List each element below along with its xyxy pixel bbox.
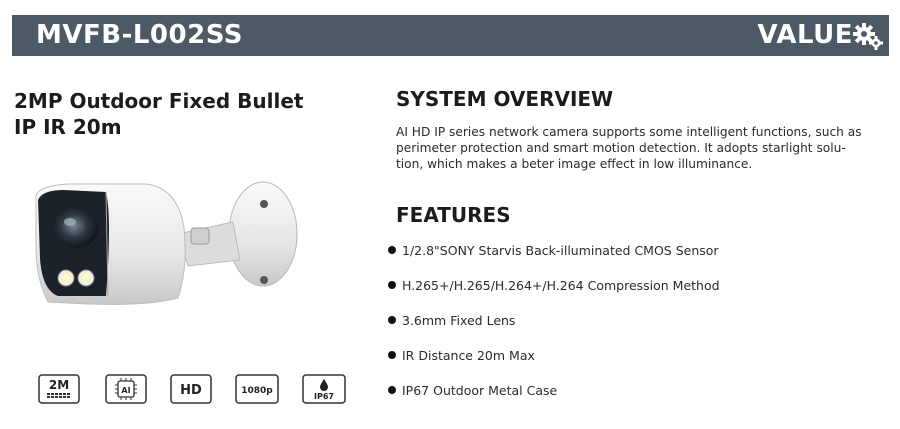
feature-badges (38, 374, 358, 406)
overview-line: tion, which makes a beter image effect in low illuminance. (396, 157, 753, 171)
1080p-label: 1080p (241, 386, 273, 396)
series-label: VALUE (757, 20, 853, 50)
header-bar (12, 15, 889, 56)
ai-label: AI (121, 386, 131, 395)
ip67-waterproof-icon (302, 374, 346, 404)
features-heading: FEATURES (396, 203, 511, 227)
ip67-label: IP67 (314, 392, 334, 401)
feature-item (388, 348, 535, 363)
2m-resolution-icon (38, 374, 80, 404)
feature-item (388, 243, 719, 258)
feature-text: 3.6mm Fixed Lens (402, 313, 516, 328)
feature-text: IR Distance 20m Max (402, 348, 535, 363)
product-title (14, 88, 303, 140)
feature-item (388, 313, 515, 328)
feature-item (388, 278, 720, 293)
product-title-line2: IP IR 20m (14, 115, 122, 139)
overview-line: perimeter protection and smart motion detection. It adopts starlight solu- (396, 141, 846, 155)
bullet-icon (388, 386, 396, 394)
feature-text: H.265+/H.265/H.264+/H.264 Compression Method (402, 278, 720, 293)
bullet-icon (388, 281, 396, 289)
feature-text: 1/2.8"SONY Starvis Back-illuminated CMOS Sensor (402, 243, 719, 258)
2m-label: 2M (48, 378, 70, 392)
1080p-icon (235, 374, 279, 404)
model-number: MVFB-L002SS (36, 20, 243, 50)
bullet-icon (388, 246, 396, 254)
bullet-icon (388, 351, 396, 359)
bullet-camera-image (28, 178, 308, 318)
system-overview-heading: SYSTEM OVERVIEW (396, 87, 614, 111)
hd-icon (170, 374, 212, 404)
hd-label: HD (180, 383, 202, 398)
overview-line: AI HD IP series network camera supports some intelligent functions, such as (396, 125, 862, 139)
gears-icon (853, 22, 883, 50)
system-overview-text (396, 124, 880, 172)
bullet-icon (388, 316, 396, 324)
feature-text: IP67 Outdoor Metal Case (402, 383, 558, 398)
feature-item (388, 383, 557, 398)
ai-chip-icon (105, 374, 147, 404)
product-title-line1: 2MP Outdoor Fixed Bullet (14, 89, 304, 113)
